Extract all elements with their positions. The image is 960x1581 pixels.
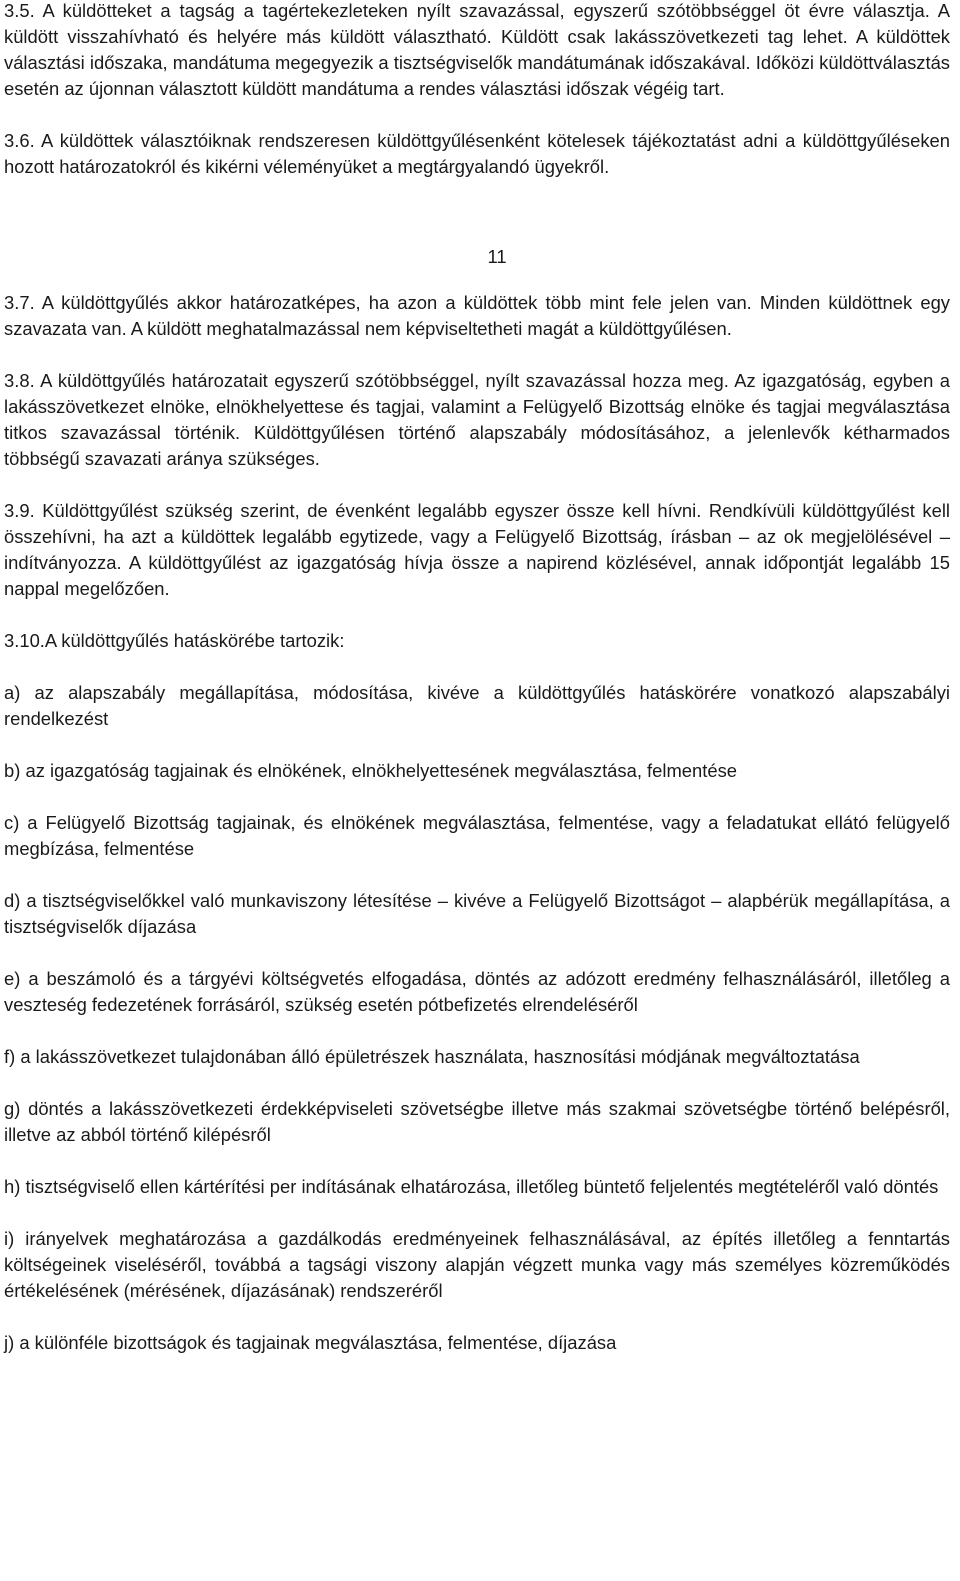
list-item-c: c) a Felügyelő Bizottság tagjainak, és elnökének megválasztása, felmentése, vagy a feladatukat ellátó felügyelő megbízása, felmentése <box>4 812 950 859</box>
paragraph-3-5: 3.5. A küldötteket a tagság a tagértekezleteken nyílt szavazással, egyszerű szótöbbséggel öt évre választja. A küldött visszahívható és helyére más küldött választható. Küldött csak lakásszövetkezeti tag lehet. A küldöttek választási időszaka, mandátuma megegyezik a tisztségviselők mandátumának időszakával. Időközi küldöttválasztás esetén az újonnan választott küldött mandátuma a rendes választási időszak végéig tart. <box>4 0 950 99</box>
paragraph-3-7: 3.7. A küldöttgyűlés akkor határozatképes, ha azon a küldöttek több mint fele jelen van. Minden küldöttnek egy szavazata van. A küldött meghatalmazással nem képviseltetheti magát a küldöttgyűlésen. <box>4 292 950 339</box>
list-item-d: d) a tisztségviselőkkel való munkaviszony létesítése – kivéve a Felügyelő Bizottságot – alapbérük megállapítása, a tisztségviselők díjazása <box>4 890 950 937</box>
paragraph-3-8: 3.8. A küldöttgyűlés határozatait egyszerű szótöbbséggel, nyílt szavazással hozza meg. Az igazgatóság, egyben a lakásszövetkezet elnöke, elnökhelyettese és tagjai, valamint a Felügyelő Bizottság elnöke és tagjai megválasztása titkos szavazással történik. Küldöttgyűlésen történő alapszabály módosításához, a jelenlevők kétharmados többségű szavazati aránya szükséges. <box>4 370 950 469</box>
paragraph-3-9: 3.9. Küldöttgyűlést szükség szerint, de évenként legalább egyszer össze kell hívni. Rendkívüli küldöttgyűlést kell összehívni, ha azt a küldöttek legalább egytizede, vagy a Felügyelő Bizottság, írásban – az ok megjelölésével – indítványozza. A küldöttgyűlést az igazgatóság hívja össze a napirend közlésével, annak időpontját legalább 15 nappal megelőzően. <box>4 500 950 599</box>
paragraph-3-10: 3.10.A küldöttgyűlés hatáskörébe tartozik: <box>4 630 345 651</box>
list-item-j: j) a különféle bizottságok és tagjainak megválasztása, felmentése, díjazása <box>4 1332 617 1353</box>
list-item-e: e) a beszámoló és a tárgyévi költségvetés elfogadása, döntés az adózott eredmény felhasználásáról, illetőleg a veszteség fedezetének forrásáról, szükség esetén pótbefizetés elrendeléséről <box>4 968 950 1015</box>
list-item-b: b) az igazgatóság tagjainak és elnökének, elnökhelyettesének megválasztása, felmentése <box>4 760 738 781</box>
list-item-i: i) irányelvek meghatározása a gazdálkodás eredményeinek felhasználásával, az építés illetőleg a fenntartás költségeinek viseléséről, továbbá a tagsági viszony alapján végzett munka vagy más személyes közreműködés értékelésének (mérésének, díjazásának) rendszeréről <box>4 1228 950 1301</box>
document-page <box>4 0 950 1356</box>
list-item-a: a) az alapszabály megállapítása, módosítása, kivéve a küldöttgyűlés hatáskörére vonatkozó alapszabályi rendelkezést <box>4 682 950 729</box>
page-number: 11 <box>487 246 507 267</box>
list-item-f: f) a lakásszövetkezet tulajdonában álló épületrészek használata, hasznosítási módjának megváltoztatása <box>4 1046 860 1067</box>
list-item-h: h) tisztségviselő ellen kártérítési per indításának elhatározása, illetőleg büntető feljelentés megtételéről való döntés <box>4 1176 939 1197</box>
list-item-g: g) döntés a lakásszövetkezeti érdekképviseleti szövetségbe illetve más szakmai szövetségbe történő belépésről, illetve az abból történő kilépésről <box>4 1098 950 1145</box>
paragraph-3-6: 3.6. A küldöttek választóiknak rendszeresen küldöttgyűlésenként kötelesek tájékoztatást adni a küldöttgyűléseken hozott határozatokról és kikérni véleményüket a megtárgyalandó ügyekről. <box>4 130 950 177</box>
